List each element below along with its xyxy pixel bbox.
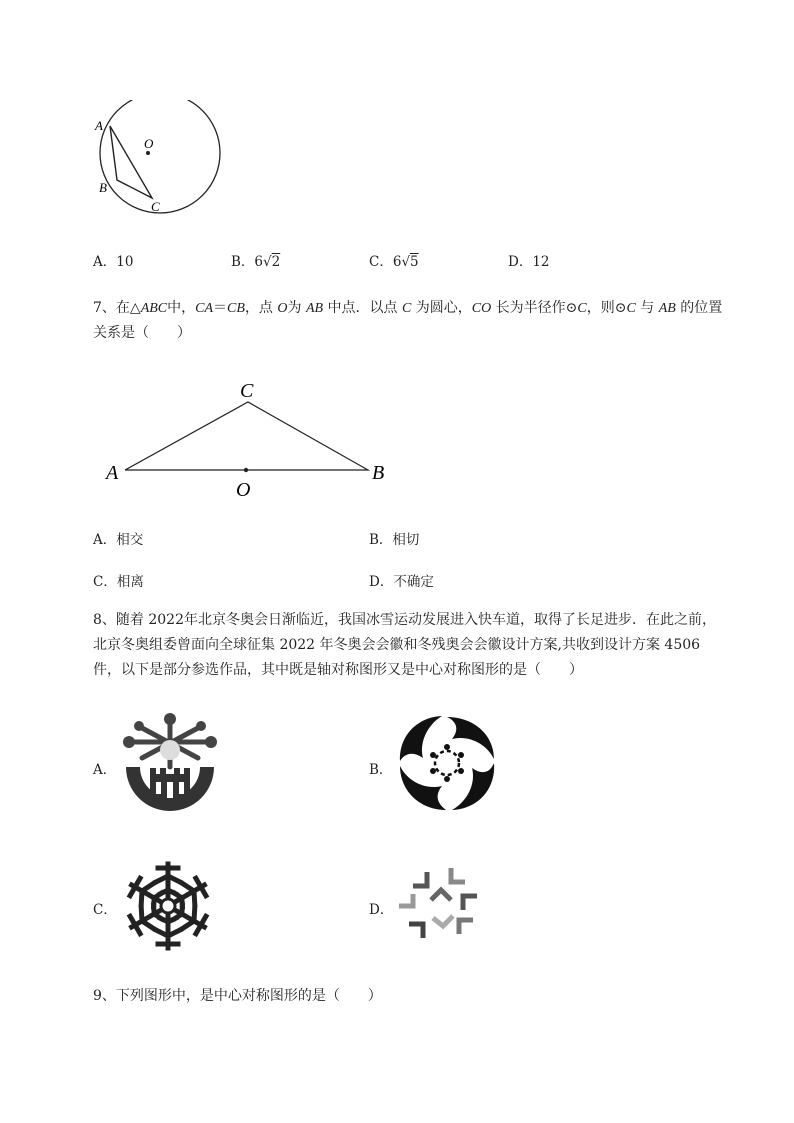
- label-o: O: [236, 479, 251, 500]
- q6-option-c[interactable]: C．6√5: [369, 254, 419, 270]
- label-c: C: [240, 380, 254, 402]
- q9-stem: 9、下列图形中，是中心对称图形的是（ ）: [93, 988, 382, 1004]
- emblem-d-image: [393, 860, 493, 950]
- q8-option-c[interactable]: C．: [93, 902, 117, 918]
- q7-option-a[interactable]: A．相交: [93, 532, 144, 548]
- emblem-c-image: [118, 856, 218, 956]
- triangle-acb: [125, 402, 368, 470]
- midpoint-o: [244, 468, 248, 472]
- q6-option-d[interactable]: D．12: [508, 254, 550, 270]
- q8-option-d[interactable]: D．: [369, 902, 394, 918]
- q7-option-c[interactable]: C．相离: [93, 574, 144, 590]
- q8-option-a[interactable]: A．: [93, 762, 117, 778]
- emblem-b-image: [394, 713, 500, 813]
- center-dot: [146, 151, 150, 155]
- q8-stem: 8、随着 2022年北京冬奥会日渐临近，我国冰雪运动发展进入快车道，取得了长足进步．在此之前， 北京冬奥组委曾面向全球征集 2022 年冬奥会会徽和冬残奥会会徽设计方案,共收到设计方案 4506 件，以下是部分参选作品，其中既是轴对称图形又是中心对称图形的是（ ）: [93, 612, 716, 678]
- label-c: C: [151, 199, 160, 214]
- circle-figure: [90, 100, 230, 220]
- q7-option-b[interactable]: B．相切: [369, 532, 420, 548]
- q8-option-b[interactable]: B．: [369, 762, 393, 778]
- label-b: B: [372, 462, 385, 484]
- triangle-figure: [100, 375, 400, 500]
- emblem-a-image: [120, 712, 220, 817]
- label-o: O: [144, 136, 154, 151]
- label-a: A: [106, 462, 119, 484]
- label-b: B: [99, 180, 107, 195]
- q7-stem: 7、在△ABC中，CA＝CB，点 O为 AB 中点．以点 C 为圆心，CO 长为半径作⊙C，则⊙C 与 AB 的位置 关系是（ ）: [93, 300, 723, 341]
- circle-o: [100, 100, 220, 213]
- q6-option-b[interactable]: B．6√2: [231, 254, 281, 270]
- q7-option-d[interactable]: D．不确定: [369, 574, 434, 590]
- q6-option-a[interactable]: A．10: [93, 254, 134, 270]
- label-a: A: [95, 118, 103, 133]
